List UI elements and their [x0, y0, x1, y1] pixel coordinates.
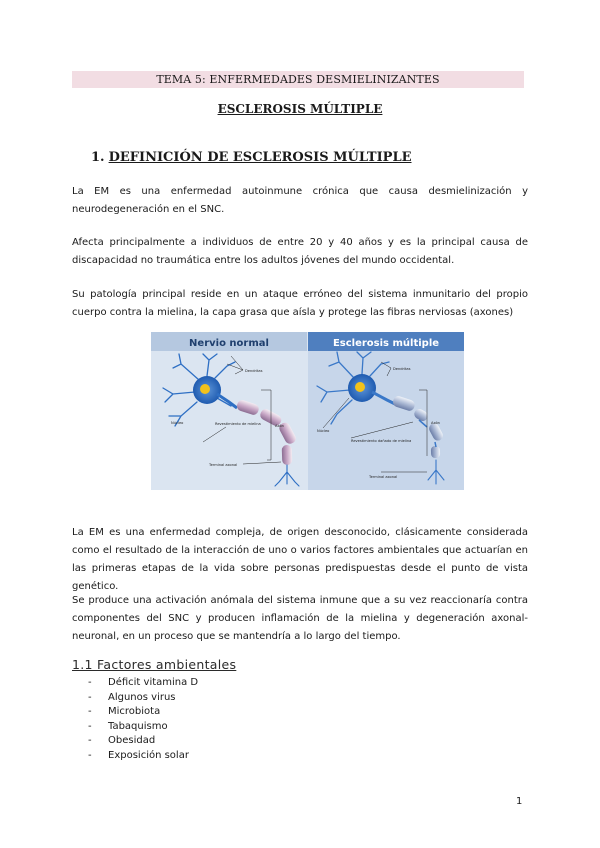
ms-label-axon: Axón: [431, 421, 440, 425]
nucleus-icon: [200, 384, 210, 394]
paragraph-origin: La EM es una enfermedad compleja, de origen desconocido, clásicamente considerada como el resultado de la interacción de uno o varios factores ambientales que actuarían en las primeras etapas de la vida sobre personas predispuestas desde el punto de vista genético.: [72, 527, 528, 592]
subsection-title: 1.1 Factores ambientales: [72, 657, 237, 672]
ms-label-terminal: Terminal axonal: [369, 475, 398, 479]
paragraph-incidence: Afecta principalmente a individuos de entre 20 y 40 años y es la principal causa de discapacidad no traumática entre los adultos jóvenes del mundo occidental.: [72, 237, 528, 266]
label-nucleus: Núcleo: [171, 421, 184, 425]
document-title: ESCLEROSIS MÚLTIPLE: [217, 102, 383, 116]
list-item: - Exposición solar: [88, 749, 189, 761]
paragraph-immune: Se produce una activación anómala del sistema inmune que a su vez reaccionaría contra componentes del SNC y producen inflamación de la mielina y degeneración axonal-neuronal, en un proceso que se mantendría a lo largo del tiempo.: [72, 595, 528, 642]
figure-right-background: [308, 332, 464, 490]
list-item: - Obesidad: [88, 735, 156, 746]
list-item: - Algunos virus: [88, 691, 176, 703]
label-terminal: Terminal axonal: [209, 463, 238, 467]
figure-left-title: Nervio normal: [189, 338, 269, 349]
topic-banner: TEMA 5: ENFERMEDADES DESMIELINIZANTES: [72, 71, 524, 88]
section-heading: [91, 150, 412, 165]
list-item: - Tabaquismo: [88, 720, 168, 732]
section-title: DEFINICIÓN DE ESCLEROSIS MÚLTIPLE: [108, 150, 412, 165]
ms-label-dendrites: Dendritas: [393, 367, 411, 371]
section-number: 1.: [91, 150, 105, 165]
list-item: - Microbiota: [88, 706, 161, 717]
ms-label-nucleus: Núcleo: [317, 429, 330, 433]
page-number: 1: [516, 796, 523, 807]
list-item: - Déficit vitamina D: [88, 677, 199, 688]
neuron-figure: [151, 332, 464, 490]
label-dendrites: Dendritas: [245, 369, 263, 373]
ms-label-myelin: Revestimiento dañado de mielina: [351, 439, 412, 443]
paragraph-definition: La EM es una enfermedad autoinmune crónica que causa desmielinización y neurodegeneración en el SNC.: [72, 186, 528, 215]
label-myelin: Revestimiento de mielina: [215, 422, 261, 426]
paragraph-pathology: Su patología principal reside en un ataque erróneo del sistema inmunitario del propio cuerpo contra la mielina, la capa grasa que aísla y protege las fibras nerviosas (axones): [72, 289, 528, 318]
factor-list: [88, 676, 198, 763]
ms-nucleus-icon: [355, 382, 365, 392]
label-axon: Axón: [275, 424, 284, 428]
figure-right-title: Esclerosis múltiple: [332, 338, 440, 349]
